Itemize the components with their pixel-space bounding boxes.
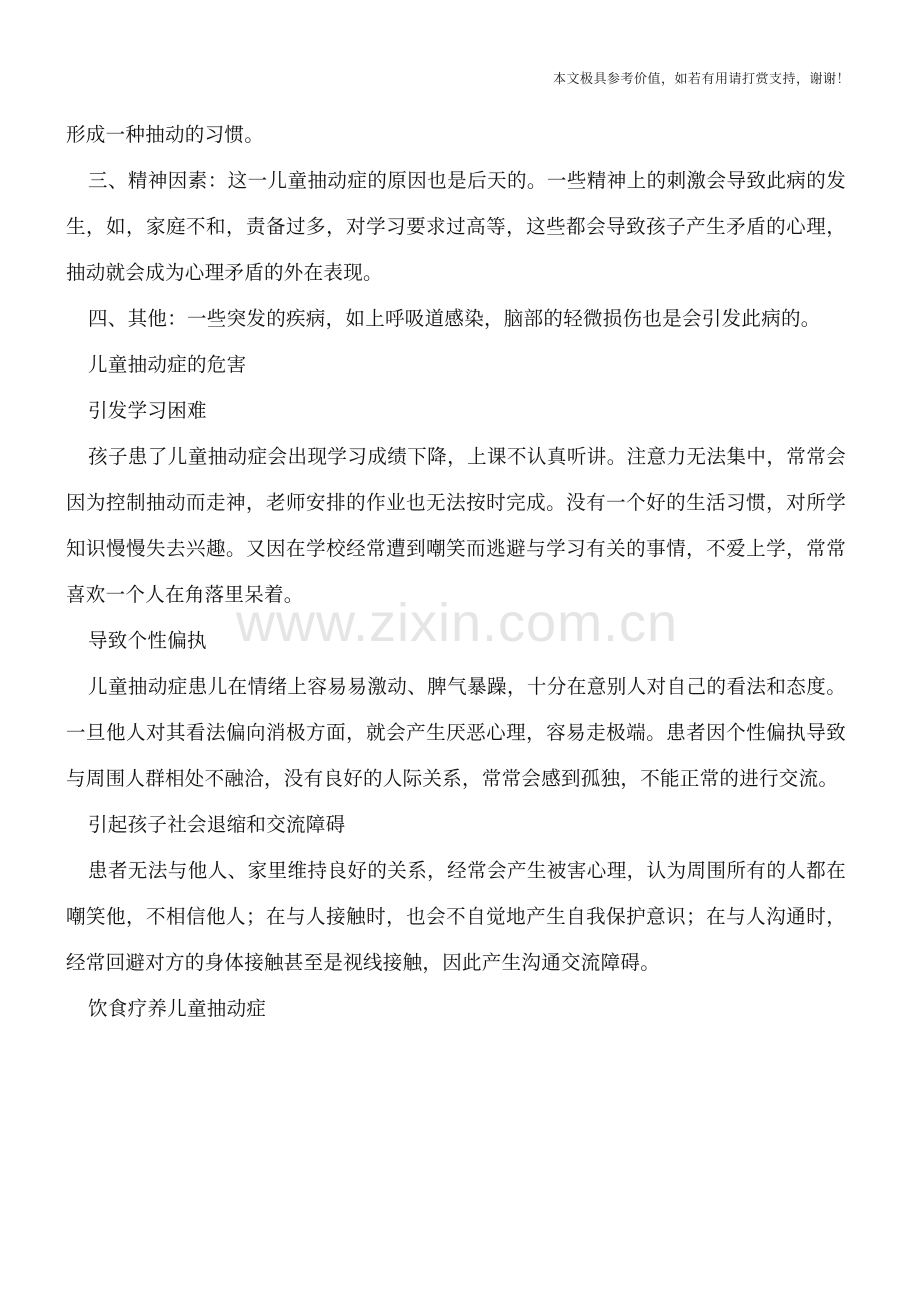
paragraph-continuation: 形成一种抽动的习惯。: [66, 123, 265, 146]
paragraph-mental-factors: 三、精神因素：这一儿童抽动症的原因也是后天的。一些精神上的刺激会导致此病的发生，如，家庭不和，责备过多，对学习要求过高等，这些都会导致孩子产生矛盾的心理，抽动就会成为心理矛盾的外在表现。: [66, 169, 846, 284]
section-heading-harms: 儿童抽动症的危害: [88, 353, 247, 376]
paragraph-other-factors: 四、其他：一些突发的疾病，如上呼吸道感染，脑部的轻微损伤也是会引发此病的。: [88, 307, 821, 330]
paragraph-social-withdrawal: 患者无法与他人、家里维持良好的关系，经常会产生被害心理，认为周围所有的人都在嘲笑他，不相信他人；在与人接触时，也会不自觉地产生自我保护意识；在与人沟通时，经常回避对方的身体接触甚至是视线接触，因此产生沟通交流障碍。: [66, 859, 846, 974]
watermark: www.zixin.com.cn: [236, 593, 679, 653]
section-heading-diet-therapy: 饮食疗养儿童抽动症: [88, 997, 267, 1020]
subheading-personality: 导致个性偏执: [88, 629, 207, 652]
subheading-learning-difficulty: 引发学习困难: [88, 399, 207, 422]
subheading-social-withdrawal: 引起孩子社会退缩和交流障碍: [88, 813, 346, 836]
header-note: 本文极具参考价值，如若有用请打赏支持，谢谢！: [552, 72, 850, 87]
paragraph-learning-difficulty: 孩子患了儿童抽动症会出现学习成绩下降，上课不认真听讲。注意力无法集中，常常会因为控制抽动而走神，老师安排的作业也无法按时完成。没有一个好的生活习惯，对所学知识慢慢失去兴趣。又因在学校经常遭到嘲笑而逃避与学习有关的事情，不爱上学，常常喜欢一个人在角落里呆着。: [66, 445, 846, 606]
document-body: [66, 112, 846, 1032]
paragraph-personality: 儿童抽动症患儿在情绪上容易易激动、脾气暴躁，十分在意别人对自己的看法和态度。一旦他人对其看法偏向消极方面，就会产生厌恶心理，容易走极端。患者因个性偏执导致与周围人群相处不融洽，没有良好的人际关系，常常会感到孤独，不能正常的进行交流。: [66, 675, 846, 790]
